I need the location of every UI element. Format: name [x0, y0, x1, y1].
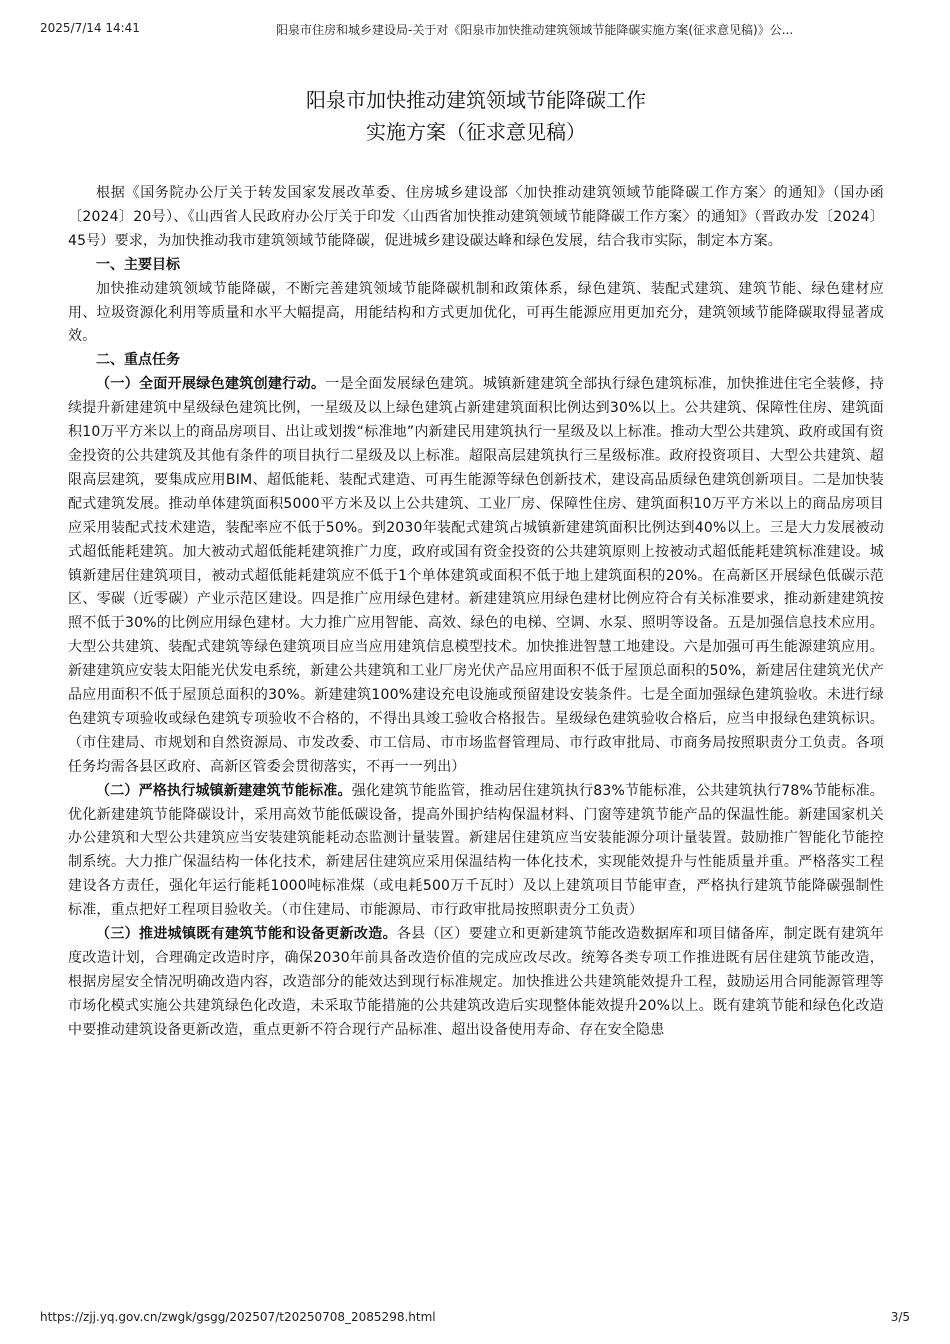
task-2-paragraph: [68, 780, 884, 923]
title-line-2: 实施方案（征求意见稿）: [366, 120, 586, 144]
print-doc-title: 阳泉市住房和城乡建设局-关于对《阳泉市加快推动建筑领域节能降碳实施方案(征求意见稿)》公...: [276, 23, 794, 37]
document-title: [68, 84, 884, 148]
goals-paragraph: 加快推动建筑领域节能降碳，不断完善建筑领域节能降碳机制和政策体系，绿色建筑、装配式建筑、建筑节能、绿色建材应用、垃圾资源化利用等质量和水平大幅提高，用能结构和方式更加优化，可再生能源应用更加充分，建筑领域节能降碳取得显著成效。: [68, 280, 884, 345]
task-2-body: 强化建筑节能监管，推动居住建筑执行83%节能标准，公共建筑执行78%节能标准。优化新建建筑节能降碳设计，采用高效节能低碳设备，提高外围护结构保温材料、门窗等建筑节能产品的保温性能。新建国家机关办公建筑和大型公共建筑应当安装建筑能耗动态监测计量装置。新建居住建筑应当安装能源分项计量装置。鼓励推广智能化节能控制系统。大力推广保温结构一体化技术，新建居住建筑应采用保温结构一体化技术，实现能效提升与性能质量并重。严格落实工程建设各方责任，强化年运行能耗1000吨标准煤（或电耗500万千瓦时）及以上建筑项目节能审查，严格执行建筑节能降碳强制性标准，重点把好工程项目验收关。（市住建局、市能源局、市行政审批局按照职责分工负责）: [68, 782, 884, 919]
task-3-body: 各县（区）要建立和更新建筑节能改造数据库和项目储备库，制定既有建筑年度改造计划，合理确定改造时序，确保2030年前具备改造价值的完成应改尽改。统筹各类专项工作推进既有居住建筑节能改造，根据房屋安全情况明确改造内容，改造部分的能效达到现行标准规定。加快推进公共建筑能效提升工程，鼓励运用合同能源管理等市场化模式实施公共建筑绿色化改造，未采取节能措施的公共建筑改造后实现整体能效提升20%以上。既有建筑节能和绿色化改造中要推动建筑设备更新改造，重点更新不符合现行产品标准、超出设备使用寿命、存在安全隐患: [68, 926, 884, 1038]
task-3-title: （三）推进城镇既有建筑节能和设备更新改造。: [96, 926, 397, 943]
task-1-paragraph: [68, 373, 884, 779]
task-1-body: 一是全面发展绿色建筑。城镇新建建筑全部执行绿色建筑标准，加快推进住宅全装修，持续提升新建建筑中星级绿色建筑比例，一星级及以上绿色建筑占新建建筑面积比例达到30%以上。公共建筑、保障性住房、建筑面积10万平方米以上的商品房项目、出让或划拨“标准地”内新建民用建筑执行一星级及以上标准。推动大型公共建筑、政府或国有资金投资的公共建筑及其他有条件的项目执行二星级及以上标准。超限高层建筑执行三星级标准。政府投资项目、大型公共建筑、超限高层建筑，要集成应用BIM、超低能耗、装配式建造、可再生能源等绿色创新技术，建设高品质绿色建筑创新项目。二是加快装配式建筑发展。推动单体建筑面积5000平方米及以上公共建筑、工业厂房、保障性住房、建筑面积10万平方米以上的商品房项目应采用装配式技术建造，装配率应不低于50%。到2030年装配式建筑占城镇新建建筑面积比例达到40%以上。三是大力发展被动式超低能耗建筑。加大被动式超低能耗建筑推广力度，政府或国有资金投资的公共建筑原则上按被动式超低能耗建筑标准建设。城镇新建居住建筑项目，被动式超低能耗建筑应不低于1个单体建筑或面积不低于地上建筑面积的20%。在高新区开展绿色低碳示范区、零碳（近零碳）产业示范区建设。四是推广应用绿色建材。新建建筑应用绿色建材比例应符合有关标准要求，推动新建建筑按照不低于30%的比例应用绿色建材。大力推广应用智能、高效、绿色的电梯、空调、水泵、照明等设备。五是加强信息技术应用。大型公共建筑、装配式建筑等绿色建筑项目应当应用建筑信息模型技术。加快推进智慧工地建设。六是加强可再生能源建筑应用。新建建筑应安装太阳能光伏发电系统，新建公共建筑和工业厂房光伏产品应用面积不低于屋顶总面积的50%，新建居住建筑光伏产品应用面积不低于屋顶总面积的30%。新建建筑100%建设充电设施或预留建设安装条件。七是全面加强绿色建筑验收。未进行绿色建筑专项验收或绿色建筑专项验收不合格的，不得出具竣工验收合格报告。星级绿色建筑验收合格后，应当申报绿色建筑标识。（市住建局、市规划和自然资源局、市发改委、市工信局、市市场监督管理局、市行政审批局、市商务局按照职责分工负责。各项任务均需各县区政府、高新区管委会贯彻落实，不再一一列出）: [68, 376, 884, 775]
task-3-paragraph: [68, 923, 884, 1043]
title-line-1: 阳泉市加快推动建筑领域节能降碳工作: [306, 88, 646, 112]
print-url: https://zjj.yq.gov.cn/zwgk/gsgg/202507/t20250708_2085298.html: [40, 1310, 436, 1324]
task-2-title: （二）严格执行城镇新建建筑节能标准。: [96, 782, 352, 799]
intro-paragraph: 根据《国务院办公厅关于转发国家发展改革委、住房城乡建设部〈加快推动建筑领域节能降碳工作方案〉的通知》（国办函〔2024〕20号）、《山西省人民政府办公厅关于印发〈山西省加快推动建筑领域节能降碳工作方案〉的通知》（晋政办发〔2024〕45号）要求，为加快推动我市建筑领域节能降碳，促进城乡建设碳达峰和绿色发展，结合我市实际，制定本方案。: [68, 185, 884, 249]
section-heading-goals: 一、主要目标: [96, 256, 180, 273]
print-header: [40, 21, 910, 37]
task-1-title: （一）全面开展绿色建筑创建行动。: [96, 376, 326, 393]
print-datetime: 2025/7/14 14:41: [40, 21, 140, 35]
print-page-number: 3/5: [890, 1310, 910, 1324]
section-heading-tasks: 二、重点任务: [96, 352, 180, 369]
document-body: [68, 84, 884, 1043]
